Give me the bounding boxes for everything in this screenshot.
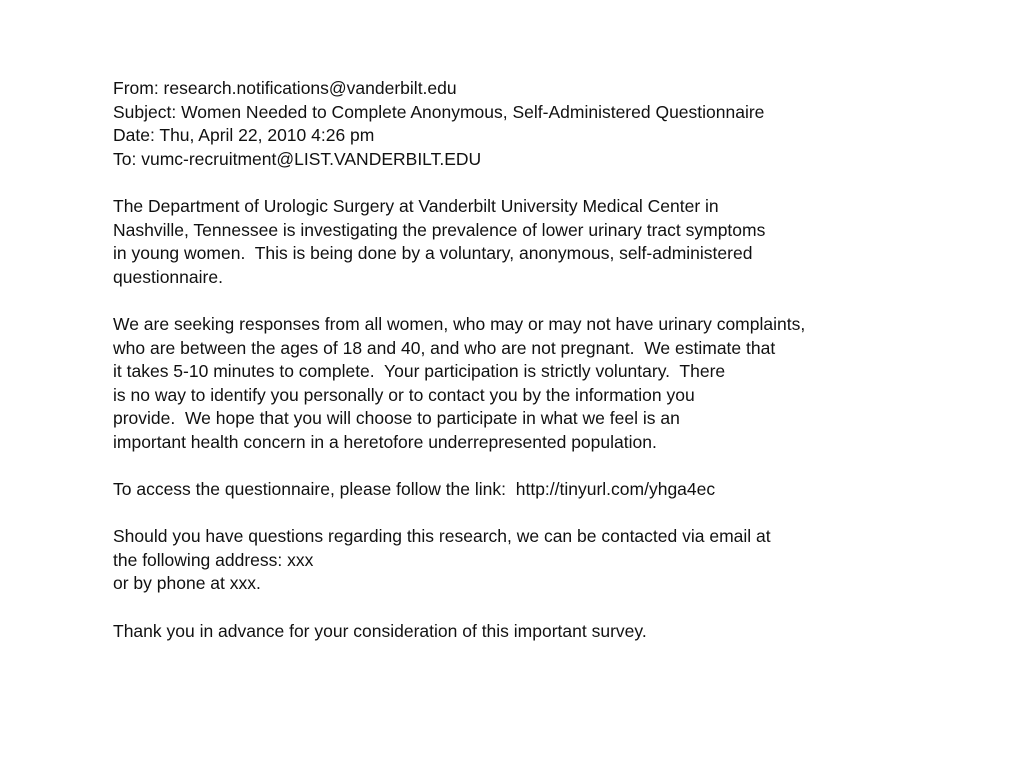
paragraph-gap: [113, 455, 1013, 479]
paragraph-gap: [113, 502, 1013, 526]
body-line: it takes 5-10 minutes to complete. Your participation is strictly voluntary. There: [113, 361, 726, 382]
paragraph-link: [113, 478, 1013, 502]
paragraph-gap: [113, 289, 1013, 313]
to-line: To: vumc-recruitment@LIST.VANDERBILT.EDU: [113, 148, 482, 169]
body-line: questionnaire.: [113, 266, 223, 287]
paragraph-closing: [113, 620, 1013, 644]
paragraph-contact: [113, 525, 1013, 596]
email-document: [113, 77, 1013, 643]
body-line: The Department of Urologic Surgery at Vanderbilt University Medical Center in: [113, 195, 719, 216]
body-line: is no way to identify you personally or to contact you by the information you: [113, 384, 695, 405]
closing-line: Thank you in advance for your consideration of this important survey.: [113, 620, 647, 641]
email-header: [113, 77, 1013, 171]
paragraph-gap: [113, 596, 1013, 620]
paragraph-intro: [113, 195, 1013, 289]
body-line: in young women. This is being done by a voluntary, anonymous, self-administered: [113, 243, 753, 264]
body-line: important health concern in a heretofore underrepresented population.: [113, 431, 657, 452]
paragraph-eligibility: [113, 313, 1013, 455]
body-line: Should you have questions regarding this research, we can be contacted via email at: [113, 526, 771, 547]
body-line: the following address: xxx: [113, 549, 314, 570]
body-line: who are between the ages of 18 and 40, and who are not pregnant. We estimate that: [113, 337, 776, 358]
body-line: provide. We hope that you will choose to participate in what we feel is an: [113, 408, 680, 429]
from-line: From: research.notifications@vanderbilt.edu: [113, 78, 457, 98]
body-line: We are seeking responses from all women, who may or may not have urinary complaints,: [113, 313, 806, 334]
body-line: Nashville, Tennessee is investigating the prevalence of lower urinary tract symptoms: [113, 219, 766, 240]
paragraph-gap: [113, 171, 1013, 195]
subject-line: Subject: Women Needed to Complete Anonymous, Self-Administered Questionnaire: [113, 101, 765, 122]
date-line: Date: Thu, April 22, 2010 4:26 pm: [113, 125, 375, 146]
questionnaire-link-line: To access the questionnaire, please follow the link: http://tinyurl.com/yhga4ec: [113, 479, 716, 500]
body-line: or by phone at xxx.: [113, 573, 261, 594]
